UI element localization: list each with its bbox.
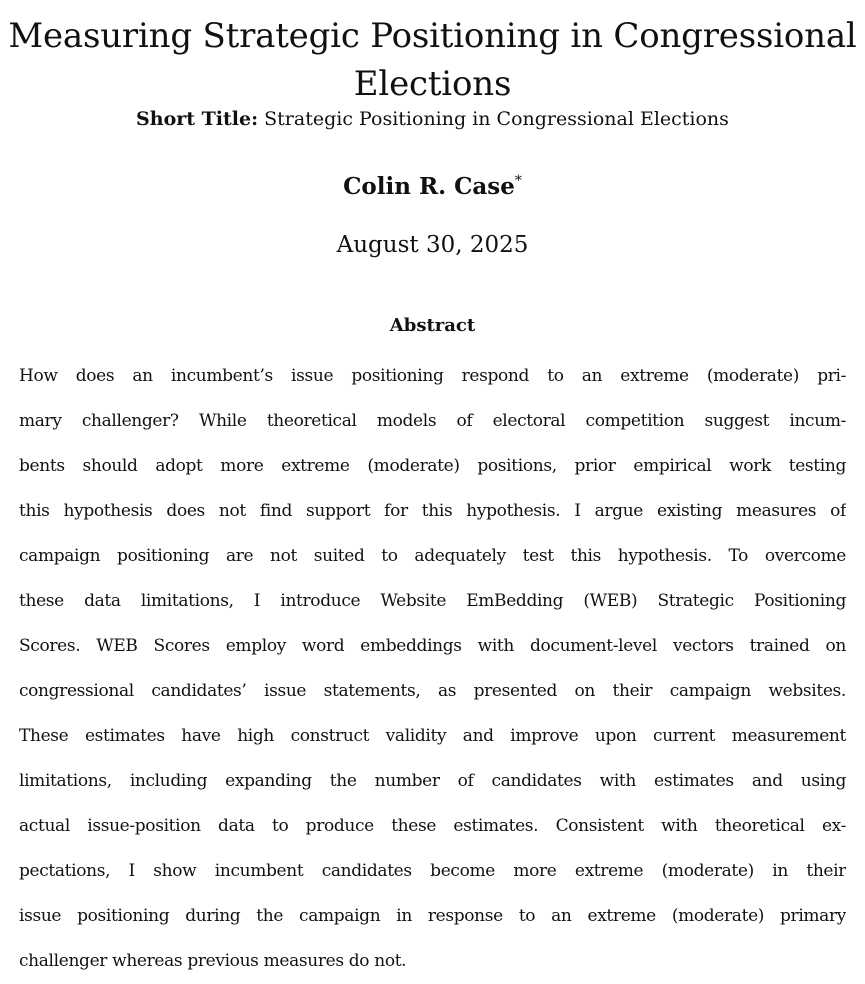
publication-date: August 30, 2025 (336, 232, 529, 258)
short-title-label: Short Title: (136, 108, 259, 130)
abstract-line: campaign positioning are not suited to adequately test this hypothesis. To overcome (19, 546, 846, 566)
paper-title (0, 12, 865, 108)
abstract-line: Scores. WEB Scores employ word embeddings with document-level vectors trained on (19, 636, 846, 656)
abstract-line: mary challenger? While theoretical models of electoral competition suggest incum- (19, 411, 846, 431)
abstract-body (19, 354, 846, 984)
abstract-line: These estimates have high construct validity and improve upon current measurement (19, 726, 846, 746)
abstract-line: issue positioning during the campaign in response to an extreme (moderate) primary (19, 906, 846, 926)
abstract-line: these data limitations, I introduce Website EmBedding (WEB) Strategic Positioning (19, 591, 846, 611)
abstract-line: pectations, I show incumbent candidates become more extreme (moderate) in their (19, 861, 846, 881)
abstract-line: limitations, including expanding the number of candidates with estimates and using (19, 771, 846, 791)
abstract-line: actual issue-position data to produce these estimates. Consistent with theoretical ex- (19, 816, 846, 836)
abstract-line: congressional candidates’ issue statements, as presented on their campaign websites. (19, 681, 846, 701)
author (0, 170, 865, 204)
paper-title-line-1: Measuring Strategic Positioning in Congressional (8, 16, 857, 56)
short-title (0, 105, 865, 133)
abstract-line: this hypothesis does not find support for this hypothesis. I argue existing measures of (19, 501, 846, 521)
author-name: Colin R. Case (343, 173, 515, 200)
author-footnote-mark: * (514, 173, 522, 189)
abstract-line: bents should adopt more extreme (moderate) positions, prior empirical work testing (19, 456, 846, 476)
paper-title-line-2: Elections (353, 64, 512, 104)
abstract-line: How does an incumbent’s issue positioning respond to an extreme (moderate) pri- (19, 366, 846, 386)
abstract-heading: Abstract (389, 315, 476, 336)
abstract-line: challenger whereas previous measures do not. (19, 951, 407, 971)
short-title-text: Strategic Positioning in Congressional Elections (264, 108, 729, 130)
